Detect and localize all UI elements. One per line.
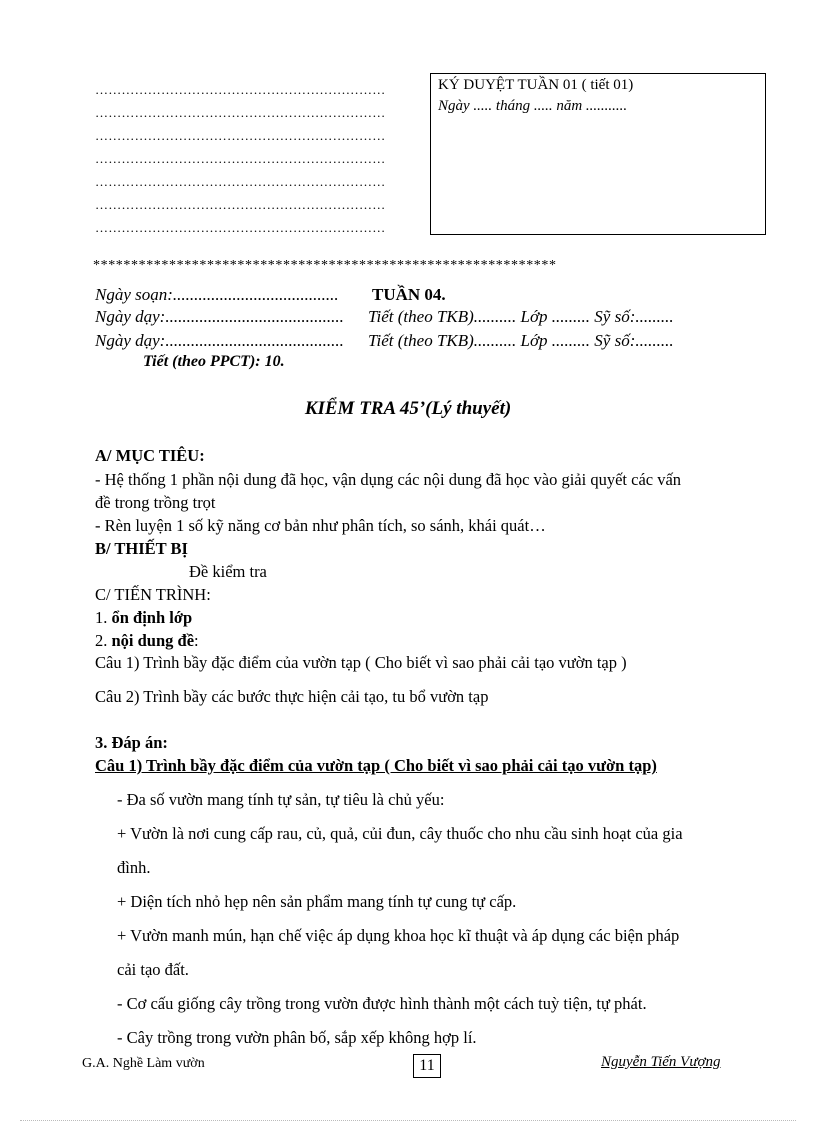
answer-line: đình. xyxy=(117,858,151,877)
approval-title: KÝ DUYỆT TUẦN 01 ( tiết 01) xyxy=(438,77,634,93)
c-item-1 xyxy=(95,608,192,628)
page-bottom-divider xyxy=(20,1120,796,1121)
dotted-line: ………………………………………………………… xyxy=(95,174,386,189)
star-separator: ************************************************************* xyxy=(93,258,557,273)
answer-question-1: Câu 1) Trình bầy đặc điểm của vườn tạp ( Cho biết vì sao phải cải tạo vườn tạp) xyxy=(95,756,657,775)
a-line-2: đề trong trồng trọt xyxy=(95,493,216,512)
answer-heading: 3. Đáp án: xyxy=(95,733,168,752)
answer-line: + Diện tích nhỏ hẹp nên sản phẩm mang tính tự cung tự cấp. xyxy=(117,892,517,911)
c-item-1-number: 1. xyxy=(95,608,112,627)
c-item-2-number: 2. xyxy=(95,631,112,650)
dotted-line: ………………………………………………………… xyxy=(95,197,386,212)
section-b-heading: B/ THIẾT BỊ xyxy=(95,539,188,558)
answer-line: + Vườn manh mún, hạn chế việc áp dụng khoa học kĩ thuật và áp dụng các biện pháp xyxy=(117,926,680,945)
dotted-line: ………………………………………………………… xyxy=(95,220,386,235)
teach-date-2: Ngày dạy:.......................................... xyxy=(95,331,344,350)
question-2: Câu 2) Trình bầy các bước thực hiện cải tạo, tu bổ vườn tạp xyxy=(95,687,489,706)
answer-line: - Đa số vườn mang tính tự sản, tự tiêu là chủ yếu: xyxy=(117,790,445,809)
teach-date-1: Ngày dạy:.......................................... xyxy=(95,307,344,326)
footer-subject: G.A. Nghề Làm vườn xyxy=(82,1056,205,1071)
question-1: Câu 1) Trình bầy đặc điểm của vườn tạp ( Cho biết vì sao phải cải tạo vườn tạp ) xyxy=(95,653,627,672)
page-title: KIỂM TRA 45’(Lý thuyết) xyxy=(304,398,512,419)
footer-author: Nguyễn Tiến Vượng xyxy=(601,1054,721,1070)
approval-date: Ngày ..... tháng ..... năm ........... xyxy=(438,98,628,114)
c-item-1-text: ổn định lớp xyxy=(111,608,193,627)
teach-period-1: Tiết (theo TKB).......... Lớp ......... Sỹ số:......... xyxy=(368,307,674,326)
ppct-label: Tiết (theo PPCT): 10. xyxy=(143,353,285,370)
dotted-line: ………………………………………………………… xyxy=(95,151,386,166)
teach-period-2: Tiết (theo TKB).......... Lớp ......... Sỹ số:......... xyxy=(368,331,674,350)
c-item-2-colon: : xyxy=(194,631,199,650)
section-a-heading: A/ MỤC TIÊU: xyxy=(95,446,205,465)
c-item-2-text: nội dung đề xyxy=(111,631,195,650)
dotted-line: ………………………………………………………… xyxy=(95,128,386,143)
c-item-2 xyxy=(95,631,199,651)
answer-line: - Cơ cấu giống cây trồng trong vườn được hình thành một cách tuỳ tiện, tự phát. xyxy=(117,994,647,1013)
dotted-line: ………………………………………………………… xyxy=(95,105,386,120)
week-label: TUẦN 04. xyxy=(372,285,446,304)
answer-line: + Vườn là nơi cung cấp rau, củ, quả, củi đun, cây thuốc cho nhu cầu sinh hoạt của gia xyxy=(117,824,683,843)
prep-date: Ngày soạn:....................................... xyxy=(95,285,339,304)
answer-line: cải tạo đất. xyxy=(117,960,189,979)
dotted-line: ………………………………………………………… xyxy=(95,82,386,97)
section-c-heading: C/ TIẾN TRÌNH: xyxy=(95,585,211,604)
approval-box xyxy=(430,73,766,235)
b-line-1: Đề kiểm tra xyxy=(189,562,267,581)
a-line-3: - Rèn luyện 1 số kỹ năng cơ bản như phân tích, so sánh, khái quát… xyxy=(95,516,546,535)
page-number: 11 xyxy=(413,1054,441,1078)
a-line-1: - Hệ thống 1 phần nội dung đã học, vận dụng các nội dung đã học vào giải quyết các vấn xyxy=(95,470,682,489)
answer-line: - Cây trồng trong vườn phân bố, sắp xếp không hợp lí. xyxy=(117,1028,477,1047)
